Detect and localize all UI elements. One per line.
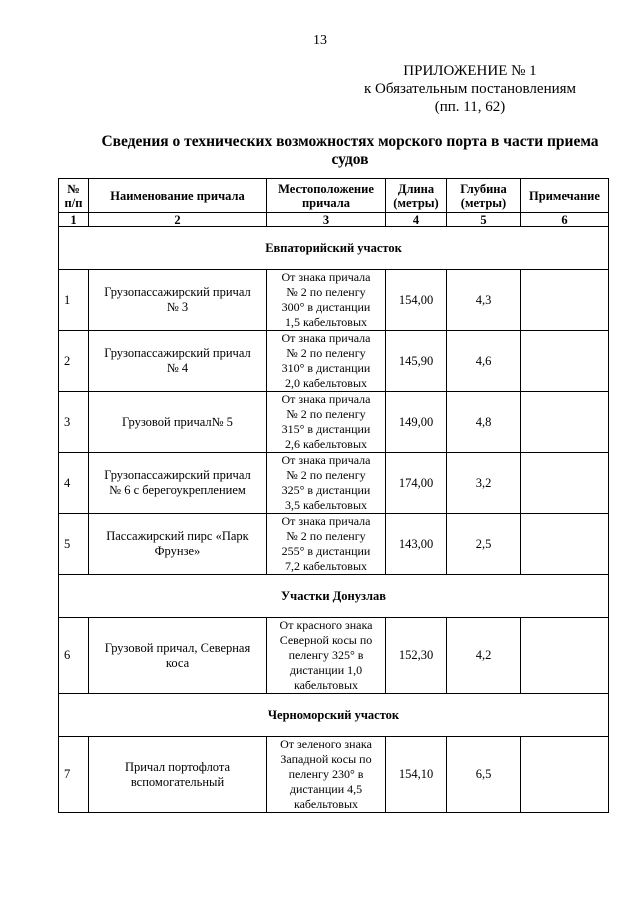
row-number: 1 (59, 270, 89, 331)
row-number: 3 (59, 392, 89, 453)
berth-depth: 2,5 (447, 514, 521, 575)
berth-location-line: От знака причала (281, 392, 371, 406)
column-number: 6 (521, 213, 609, 227)
berth-name-line: Грузовой причал, Северная (104, 640, 251, 655)
berth-name-line: Причал портофлота (124, 759, 231, 774)
berth-depth: 6,5 (447, 737, 521, 813)
berth-location-line: № 2 по пеленгу (286, 529, 366, 543)
berth-location-line: № 2 по пеленгу (286, 468, 366, 482)
table-row (59, 270, 609, 331)
berth-name (89, 737, 267, 813)
berth-note (521, 331, 609, 392)
table-body (59, 227, 609, 813)
berth-name-line: № 4 (166, 361, 189, 375)
berth-location-line: Западной косы по (280, 752, 372, 766)
berth-depth: 4,2 (447, 618, 521, 694)
title-line-1: Сведения о технических возможностях морского порта в части приема (101, 133, 599, 150)
column-number: 4 (386, 213, 447, 227)
berth-location-line: От знака причала (281, 514, 371, 528)
column-number-row (59, 213, 609, 227)
berth-depth: 3,2 (447, 453, 521, 514)
berth-note (521, 618, 609, 694)
berth-location-line: кабельтовых (293, 678, 359, 692)
berth-location-line: 255° в дистанции (281, 544, 371, 558)
berth-location-line: 3,5 кабельтовых (284, 498, 368, 512)
berth-location-line: 7,2 кабельтовых (284, 559, 368, 573)
berth-note (521, 270, 609, 331)
header-depth: Глубина (метры) (447, 179, 521, 213)
header-length: Длина (метры) (386, 179, 447, 213)
berth-depth: 4,3 (447, 270, 521, 331)
berth-depth: 4,6 (447, 331, 521, 392)
berth-location (267, 514, 386, 575)
appendix-line-1: ПРИЛОЖЕНИЕ № 1 (403, 63, 537, 79)
table-row (59, 453, 609, 514)
table-row (59, 392, 609, 453)
berth-location-line: дистанции 4,5 (289, 782, 363, 796)
berth-name-line: № 6 с берегоукреплением (109, 483, 246, 497)
berth-location (267, 331, 386, 392)
berth-name (89, 453, 267, 514)
table-row (59, 737, 609, 813)
berth-name-line: Фрунзе» (154, 544, 201, 558)
table-row (59, 514, 609, 575)
section-row (59, 575, 609, 618)
appendix-line-3: (пп. 11, 62) (434, 99, 506, 115)
berth-name-line: Пассажирский пирс «Парк (106, 529, 249, 543)
berth-location-line: кабельтовых (293, 797, 359, 811)
section-row (59, 227, 609, 270)
berth-location-line: 315° в дистанции (281, 422, 371, 436)
berth-location-line: 1,5 кабельтовых (284, 315, 368, 329)
title-line-2: судов (331, 151, 369, 168)
berth-name-line: Грузопассажирский причал (104, 468, 251, 482)
berth-location-line: Северной косы по (279, 633, 373, 647)
berth-length: 152,30 (386, 618, 447, 694)
berth-name (89, 270, 267, 331)
berth-length: 143,00 (386, 514, 447, 575)
berth-name-line: вспомогательный (130, 774, 225, 789)
berth-length: 149,00 (386, 392, 447, 453)
berth-location-line: 300° в дистанции (281, 300, 371, 314)
berth-location-line: 2,6 кабельтовых (284, 437, 368, 451)
berth-length: 174,00 (386, 453, 447, 514)
section-title: Участки Донузлав (59, 575, 609, 618)
column-number: 1 (59, 213, 89, 227)
berth-location-line: дистанции 1,0 (289, 663, 363, 677)
column-number: 3 (267, 213, 386, 227)
berth-length: 154,00 (386, 270, 447, 331)
berth-note (521, 392, 609, 453)
berth-note (521, 737, 609, 813)
berth-location-line: От знака причала (281, 453, 371, 467)
berth-name (89, 392, 267, 453)
berth-location-line: № 2 по пеленгу (286, 285, 366, 299)
header-num: № п/п (59, 179, 89, 213)
berth-location-line: № 2 по пеленгу (286, 346, 366, 360)
berth-location (267, 618, 386, 694)
berth-depth: 4,8 (447, 392, 521, 453)
berth-location (267, 737, 386, 813)
page-number: 13 (313, 33, 327, 48)
berth-name (89, 618, 267, 694)
table-header-row (59, 179, 609, 213)
berth-location (267, 270, 386, 331)
section-title: Черноморский участок (59, 694, 609, 737)
berths-table (58, 178, 609, 813)
berth-location-line: От зеленого знака (280, 737, 372, 751)
section-title: Евпаторийский участок (59, 227, 609, 270)
berth-note (521, 453, 609, 514)
berth-location-line: 2,0 кабельтовых (284, 376, 368, 390)
table-row (59, 331, 609, 392)
berth-name-line: Грузопассажирский причал (104, 285, 251, 299)
berth-name-line: коса (165, 655, 190, 670)
column-number: 2 (89, 213, 267, 227)
berth-location-line: пеленгу 230° в (288, 767, 364, 781)
berth-location-line: пеленгу 325° в (288, 648, 364, 662)
row-number: 4 (59, 453, 89, 514)
section-row (59, 694, 609, 737)
berth-note (521, 514, 609, 575)
row-number: 5 (59, 514, 89, 575)
berth-location-line: От знака причала (281, 331, 371, 345)
berth-location-line: От красного знака (279, 618, 373, 632)
column-number: 5 (447, 213, 521, 227)
berth-location (267, 453, 386, 514)
berth-name-line: Грузовой причал№ 5 (122, 414, 233, 429)
berth-location-line: От знака причала (281, 270, 371, 284)
berth-location-line: 310° в дистанции (281, 361, 371, 375)
row-number: 7 (59, 737, 89, 813)
header-location: Местоположение причала (267, 179, 386, 213)
berth-length: 145,90 (386, 331, 447, 392)
row-number: 2 (59, 331, 89, 392)
berth-name-line: Грузопассажирский причал (104, 346, 251, 360)
berth-name-line: № 3 (166, 300, 189, 314)
berth-location-line: 325° в дистанции (281, 483, 371, 497)
berth-name (89, 331, 267, 392)
berth-name (89, 514, 267, 575)
table-row (59, 618, 609, 694)
appendix-header (330, 62, 610, 116)
appendix-line-2: к Обязательным постановлениям (363, 81, 577, 97)
berth-location-line: № 2 по пеленгу (286, 407, 366, 421)
berth-length: 154,10 (386, 737, 447, 813)
document-title (95, 133, 605, 169)
berth-location (267, 392, 386, 453)
row-number: 6 (59, 618, 89, 694)
header-name: Наименование причала (89, 179, 267, 213)
header-note: Примечание (521, 179, 609, 213)
